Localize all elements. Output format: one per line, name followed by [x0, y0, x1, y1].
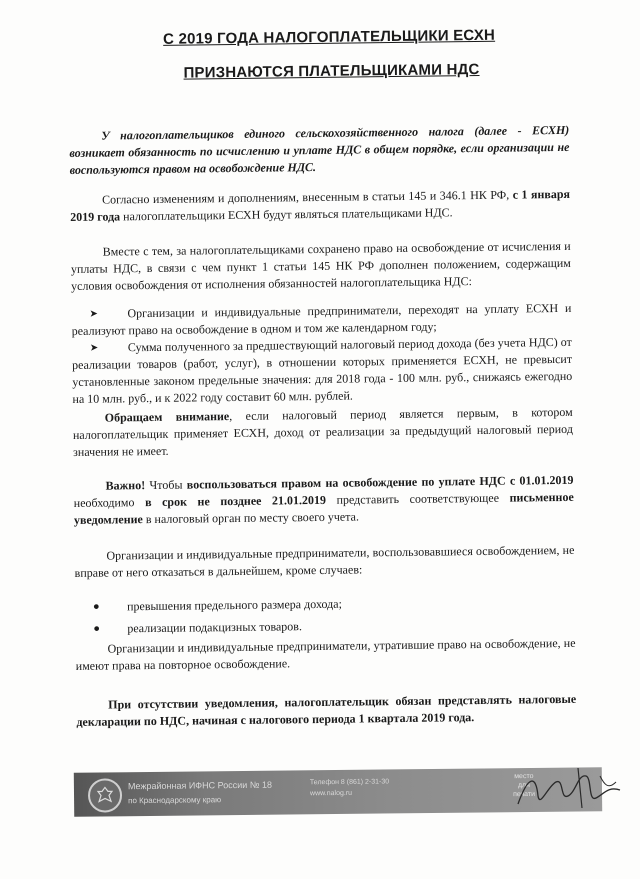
attention-text: , если налоговый период является первым, в котором налогоплательщик применяет ЕСХН, доход от реализации за предыдущий налоговый период значения не имеет. — [72, 404, 573, 459]
important-label: Важно! — [105, 478, 146, 493]
paragraph-no-refusal: Организации и индивидуальные предприниматели, воспользовавшиеся освобождением, не вправе от него отказаться в дальнейшем, кроме случаев: — [74, 542, 575, 580]
handwritten-signature — [508, 756, 628, 816]
important-text: в налоговый орган по месту своего учета. — [142, 509, 360, 527]
paragraph-important — [73, 472, 574, 529]
exception-text: реализации подакцизных товаров. — [127, 619, 303, 636]
bullet-icon: ● — [93, 622, 101, 635]
footer-phone: Телефон 8 (861) 2-31-30 — [309, 778, 390, 787]
effective-date: с 1 января 2019 года — [70, 186, 571, 224]
exceptions-list — [75, 590, 576, 640]
paragraph-exemption-right: Вместе с тем, за налогоплательщиками сохранено право на освобождение от исчисления и уплаты НДС, в связи с чем пункт 1 статьи 145 НК РФ дополнен положением, содержащим условия освобождения от исполнения обязанностей налогоплательщика НДС: — [70, 238, 571, 293]
stamp-line: место — [514, 772, 534, 781]
footer-org-name: Межрайонная ИФНС России № 18 — [127, 779, 273, 792]
footer-org-region: по Краснодарскому краю — [128, 795, 222, 806]
condition-text: Организации и индивидуальные предприниматели, переходят на уплату ЕСХН и реализуют право на освобождение в одном и том же календарном году; — [71, 300, 572, 338]
conditions-list — [71, 300, 572, 408]
paragraph-lost-right: Организации и индивидуальные предприниматели, утратившие право на освобождение, не имеют права на повторное освобождение. — [75, 635, 576, 673]
document-title-line-2: ПРИЗНАЮТСЯ ПЛАТЕЛЬЩИКАМИ НДС — [183, 60, 480, 82]
fns-emblem-icon — [88, 778, 122, 812]
stamp-line: печати — [513, 790, 536, 799]
footer-website: www.nalog.ru — [309, 789, 353, 798]
amendments-text: Согласно изменениям и дополнениям, внесенным в статьи 145 и 346.1 НК РФ, — [101, 187, 513, 207]
arrow-bullet-icon: ➤ — [89, 342, 99, 354]
amendments-text-end: налогоплательщики ЕСХН будут являться плательщиками НДС. — [120, 205, 453, 224]
important-text: Чтобы — [145, 477, 187, 493]
notice-text: письменное уведомление — [73, 489, 574, 527]
paragraph-amendments — [70, 186, 570, 226]
attention-label: Обращаем внимание — [104, 409, 230, 425]
important-text: необходимо — [73, 495, 146, 510]
exemption-right-text: воспользоваться правом на освобождение по уплате НДС с 01.01.2019 — [186, 472, 574, 492]
condition-text: Сумма полученного за предшествующий налоговый период дохода (без учета НДС) от реализации товаров (работ, услуг), в отношении которых применяется ЕСХН, не превысит установленные законом предельные значения: для 2018 года - 100 млн. руб., снижаясь ежегодно на 10 млн. руб., и к 2022 году составит 60 млн. рублей. — [71, 334, 573, 406]
paragraph-attention — [73, 404, 574, 461]
important-text: представить соответствующее — [325, 490, 510, 507]
document-title-line-1: С 2019 ГОДА НАЛОГОПЛАТЕЛЬЩИКИ ЕСХН — [163, 26, 496, 48]
arrow-bullet-icon: ➤ — [89, 308, 98, 320]
deadline-text: в срок не позднее 21.01.2019 — [144, 492, 327, 510]
paragraph-no-notice: При отсутствии уведомления, налогоплательщик обязан представлять налоговые декларации по НДС, начиная с налогового периода 1 квартала 2019 года. — [76, 691, 577, 729]
lead-paragraph: У налогоплательщиков единого сельскохозяйственного налога (далее - ЕСХН) возникает обязанность по исчислению и уплате НДС в общем порядке, если организации не воспользуются правом на освобождение НДС. — [69, 122, 570, 177]
exception-text: превышения предельного размера дохода; — [126, 596, 342, 614]
list-item — [72, 334, 573, 408]
document-body — [68, 26, 577, 731]
stamp-line: для — [517, 781, 530, 790]
bullet-icon: ● — [92, 600, 100, 613]
